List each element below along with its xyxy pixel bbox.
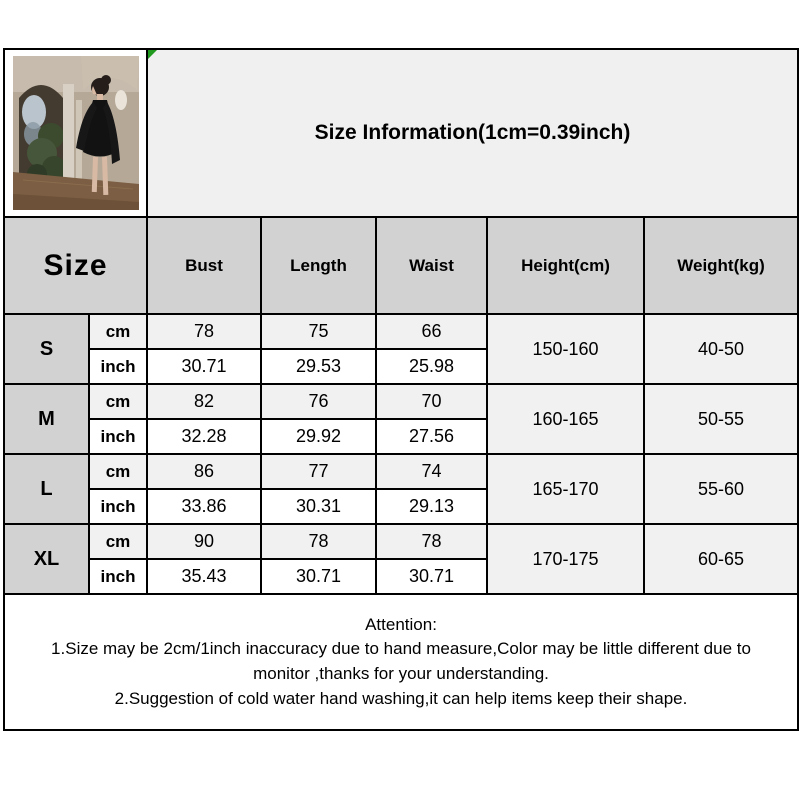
waist-cm-value: 78: [376, 524, 487, 559]
size-cell-xl: XL: [4, 524, 89, 594]
waist-inch-value: 29.13: [376, 489, 487, 524]
column-header-waist: Waist: [376, 217, 487, 314]
attention-line-1: 1.Size may be 2cm/1inch inaccuracy due to hand measure,Color may be little different due to: [51, 639, 751, 659]
title-cell: [147, 49, 798, 217]
column-header-size: Size: [4, 217, 147, 314]
length-cm-value: 76: [261, 384, 376, 419]
length-inch-value: 30.31: [261, 489, 376, 524]
page-title: Size Information(1cm=0.39inch): [314, 121, 631, 144]
waist-inch-value: 27.56: [376, 419, 487, 454]
size-cell-m: M: [4, 384, 89, 454]
bust-cm-value: 82: [147, 384, 261, 419]
size-table: [3, 48, 799, 731]
product-photo: [5, 51, 146, 215]
size-cell-l: L: [4, 454, 89, 524]
weight-range-value: 55-60: [644, 454, 798, 524]
unit-label-cm: cm: [89, 524, 147, 559]
size-cell-s: S: [4, 314, 89, 384]
column-header-bust: Bust: [147, 217, 261, 314]
length-cm-value: 77: [261, 454, 376, 489]
column-header-weight: Weight(kg): [644, 217, 798, 314]
bust-inch-value: 33.86: [147, 489, 261, 524]
unit-label-inch: inch: [89, 419, 147, 454]
length-inch-value: 29.92: [261, 419, 376, 454]
table-row-m-cm: [4, 384, 798, 419]
unit-label-cm: cm: [89, 314, 147, 349]
column-header-length: Length: [261, 217, 376, 314]
attention-note: [4, 594, 798, 730]
waist-cm-value: 74: [376, 454, 487, 489]
header-row: [4, 217, 798, 314]
length-cm-value: 75: [261, 314, 376, 349]
weight-range-value: 60-65: [644, 524, 798, 594]
unit-label-inch: inch: [89, 489, 147, 524]
height-range-value: 165-170: [487, 454, 644, 524]
weight-range-value: 50-55: [644, 384, 798, 454]
product-photo-cell: [4, 49, 147, 217]
spreadsheet-corner-flag-icon: [148, 50, 157, 59]
bust-inch-value: 32.28: [147, 419, 261, 454]
unit-label-inch: inch: [89, 559, 147, 594]
table-row-l-cm: [4, 454, 798, 489]
photo-title-row: [4, 49, 798, 217]
waist-cm-value: 66: [376, 314, 487, 349]
unit-label-cm: cm: [89, 384, 147, 419]
height-range-value: 160-165: [487, 384, 644, 454]
bust-inch-value: 35.43: [147, 559, 261, 594]
length-inch-value: 29.53: [261, 349, 376, 384]
unit-label-cm: cm: [89, 454, 147, 489]
height-range-value: 170-175: [487, 524, 644, 594]
bust-cm-value: 86: [147, 454, 261, 489]
attention-row: [4, 594, 798, 730]
waist-inch-value: 30.71: [376, 559, 487, 594]
waist-inch-value: 25.98: [376, 349, 487, 384]
unit-label-inch: inch: [89, 349, 147, 384]
table-row-s-cm: [4, 314, 798, 349]
table-row-xl-cm: [4, 524, 798, 559]
weight-range-value: 40-50: [644, 314, 798, 384]
attention-line-3: 2.Suggestion of cold water hand washing,it can help items keep their shape.: [114, 688, 688, 708]
attention-line-2: monitor ,thanks for your understanding.: [253, 664, 549, 683]
bust-inch-value: 30.71: [147, 349, 261, 384]
attention-title: Attention:: [365, 614, 437, 634]
bust-cm-value: 78: [147, 314, 261, 349]
length-inch-value: 30.71: [261, 559, 376, 594]
column-header-height: Height(cm): [487, 217, 644, 314]
length-cm-value: 78: [261, 524, 376, 559]
height-range-value: 150-160: [487, 314, 644, 384]
waist-cm-value: 70: [376, 384, 487, 419]
bust-cm-value: 90: [147, 524, 261, 559]
